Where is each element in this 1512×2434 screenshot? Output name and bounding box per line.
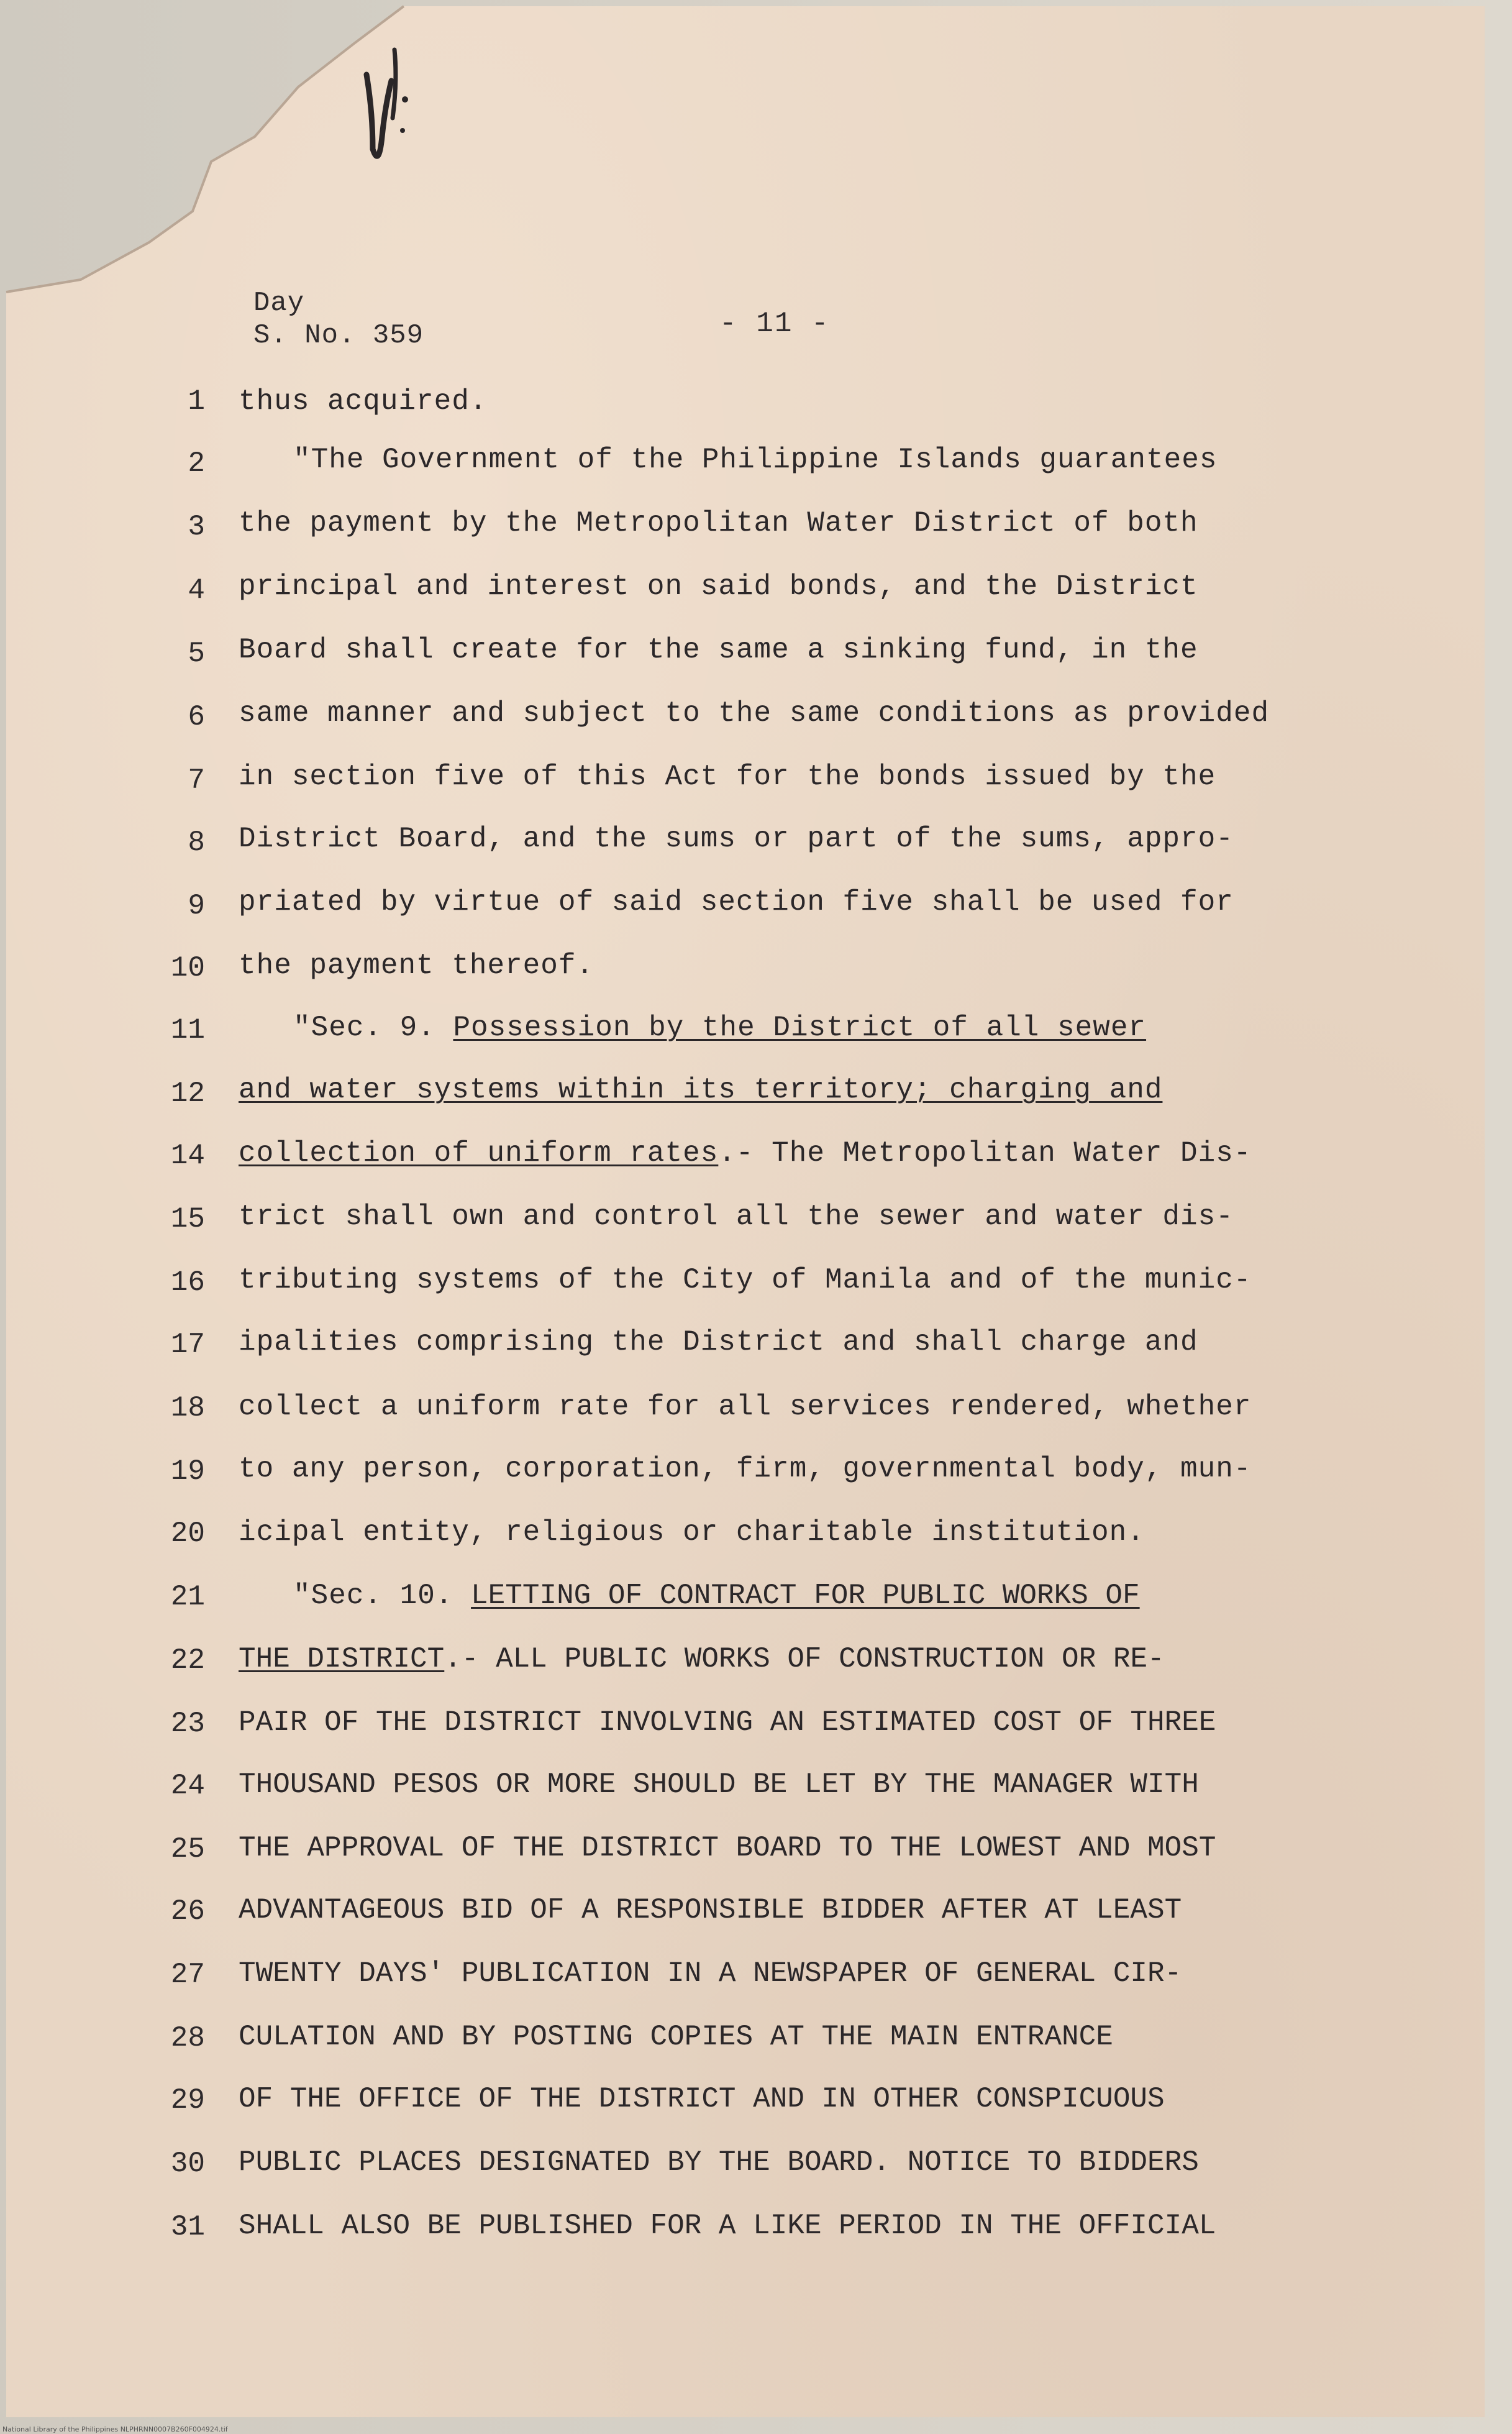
text-line: the payment thereof. — [239, 949, 594, 982]
line-number: 14 — [170, 1140, 205, 1172]
line-number: 12 — [170, 1077, 205, 1110]
section-heading-underlined: Possession by the District of all sewer — [453, 1012, 1147, 1044]
text-line — [239, 1136, 1319, 1171]
line-number: 18 — [170, 1392, 205, 1424]
section-heading-underlined: collection of uniform rates — [239, 1137, 719, 1169]
line-number: 6 — [188, 701, 205, 733]
text-line — [239, 1578, 1374, 1613]
text-line: CULATION AND BY POSTING COPIES AT THE MAIN ENTRANCE — [239, 2021, 1113, 2053]
document-header — [253, 287, 424, 352]
text-line: District Board, and the sums or part of the sums, appro- — [239, 823, 1234, 855]
text-line: tributing systems of the City of Manila and of the munic- — [239, 1264, 1252, 1296]
text-line — [239, 1073, 1319, 1107]
page-number: - 11 - — [719, 308, 830, 340]
line-number: 27 — [170, 1959, 205, 1991]
text-line: THOUSAND PESOS OR MORE SHOULD BE LET BY THE MANAGER WITH — [239, 1768, 1199, 1801]
text-line: "The Government of the Philippine Islands guarantees — [293, 444, 1218, 476]
line-number: 25 — [170, 1833, 205, 1865]
line-number: 29 — [170, 2084, 205, 2116]
text-line: PAIR OF THE DISTRICT INVOLVING AN ESTIMATED COST OF THREE — [239, 1706, 1216, 1739]
text-line: PUBLIC PLACES DESIGNATED BY THE BOARD. NOTICE TO BIDDERS — [239, 2146, 1199, 2179]
section-body: .- The Metropolitan Water Dis- — [718, 1137, 1252, 1169]
text-line: principal and interest on said bonds, and the District — [239, 570, 1198, 603]
text-line: Board shall create for the same a sinking fund, in the — [239, 634, 1198, 666]
line-number: 22 — [170, 1644, 205, 1677]
section-lead: "Sec. 9. — [293, 1012, 453, 1044]
line-number: 7 — [188, 764, 205, 797]
text-line: TWENTY DAYS' PUBLICATION IN A NEWSPAPER OF GENERAL CIR- — [239, 1957, 1182, 1990]
text-line: THE APPROVAL OF THE DISTRICT BOARD TO THE LOWEST AND MOST — [239, 1832, 1216, 1864]
section-lead: "Sec. 10. — [293, 1580, 471, 1612]
line-number: 21 — [170, 1581, 205, 1613]
text-line: the payment by the Metropolitan Water District of both — [239, 507, 1198, 539]
line-number: 1 — [188, 385, 205, 418]
text-line: thus acquired. — [239, 385, 488, 418]
text-line: trict shall own and control all the sewer and water dis- — [239, 1201, 1234, 1233]
line-number: 19 — [170, 1455, 205, 1488]
text-line: icipal entity, religious or charitable institution. — [239, 1516, 1145, 1549]
section-heading-underlined: and water systems within its territory; charging and — [239, 1074, 1163, 1106]
text-line: priated by virtue of said section five shall be used for — [239, 886, 1234, 918]
handwritten-ink-mark — [348, 25, 416, 168]
archive-footer-stamp: National Library of the Philippines NLPHRNN0007B260F004924.tif — [2, 2425, 228, 2433]
text-line: ipalities comprising the District and shall charge and — [239, 1326, 1198, 1358]
line-number: 9 — [188, 890, 205, 922]
section-body: .- ALL PUBLIC WORKS OF CONSTRUCTION OR RE- — [444, 1643, 1165, 1675]
line-number: 11 — [170, 1014, 205, 1046]
line-number: 16 — [170, 1266, 205, 1299]
text-line: SHALL ALSO BE PUBLISHED FOR A LIKE PERIOD IN THE OFFICIAL — [239, 2210, 1216, 2242]
text-line — [239, 1010, 1374, 1045]
line-number: 4 — [188, 574, 205, 606]
line-number: 10 — [170, 952, 205, 984]
line-number: 20 — [170, 1517, 205, 1550]
line-number: 2 — [188, 447, 205, 480]
text-line: OF THE OFFICE OF THE DISTRICT AND IN OTHER CONSPICUOUS — [239, 2083, 1165, 2115]
text-line: same manner and subject to the same conditions as provided — [239, 697, 1270, 730]
text-line — [239, 1642, 1319, 1677]
line-number: 15 — [170, 1203, 205, 1235]
line-number: 5 — [188, 638, 205, 670]
line-number: 8 — [188, 826, 205, 859]
text-line: to any person, corporation, firm, governmental body, mun- — [239, 1453, 1252, 1485]
text-line: in section five of this Act for the bonds issued by the — [239, 761, 1216, 793]
header-day: Day — [253, 288, 305, 319]
line-number: 24 — [170, 1770, 205, 1802]
header-bill-number: S. No. 359 — [253, 320, 424, 351]
section-heading-underlined: LETTING OF CONTRACT FOR PUBLIC WORKS OF — [471, 1580, 1140, 1612]
line-number: 17 — [170, 1329, 205, 1361]
line-number: 3 — [188, 511, 205, 543]
line-number: 23 — [170, 1708, 205, 1740]
line-number: 31 — [170, 2211, 205, 2243]
section-heading-underlined: THE DISTRICT — [239, 1643, 445, 1675]
line-number: 26 — [170, 1895, 205, 1928]
line-number: 28 — [170, 2022, 205, 2054]
text-line: ADVANTAGEOUS BID OF A RESPONSIBLE BIDDER AFTER AT LEAST — [239, 1894, 1182, 1926]
text-line: collect a uniform rate for all services rendered, whether — [239, 1391, 1252, 1423]
line-number: 30 — [170, 2148, 205, 2180]
